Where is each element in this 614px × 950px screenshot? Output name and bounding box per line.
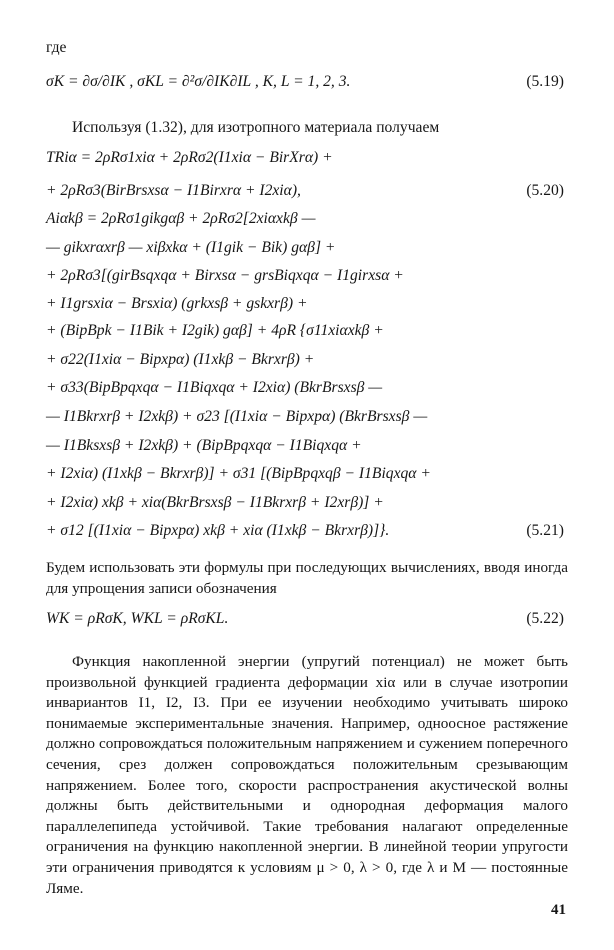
where-label: где — [46, 39, 67, 56]
eq-line: — I1Bkrxrβ + I2xkβ) + σ23 [(I1xiα − Bipxpα) (BkrBrsxsβ — — [46, 408, 428, 425]
eq-line: + σ22(I1xiα − Bipxpα) (I1xkβ − Bkrxrβ) + — [46, 351, 315, 368]
mid-paragraph: Будем использовать эти формулы при последующих вычислениях, вводя иногда для упрощения записи обозначения — [46, 559, 568, 597]
eq-number-5-19: (5.19) — [526, 73, 564, 90]
equation-5-19: σK = ∂σ/∂IK , σKL = ∂²σ/∂IK∂IL , K, L = 1, 2, 3. — [46, 73, 351, 90]
eq-number-5-21: (5.21) — [526, 522, 564, 539]
eq-line: + I2xiα) xkβ + xiα(BkrBrsxsβ − I1Bkrxrβ + I2xrβ)] + — [46, 494, 384, 511]
eq-line: + σ33(BipBpqxqα − I1Biqxqα + I2xiα) (BkrBrsxsβ — — [46, 379, 383, 396]
eq-line: + 2ρRσ3[(girBsqxqα + Birxsα − grsBiqxqα − I1girxsα + — [46, 267, 404, 284]
eq-number-5-20: (5.20) — [526, 182, 564, 199]
eq-line: TRiα = 2ρRσ1xiα + 2ρRσ2(I1xiα − BirXrα) + — [46, 149, 333, 166]
body-paragraph: Функция накопленной энергии (упругий потенциал) не может быть произвольной функцией градиента деформации xiα или в случае изотропии инвариантов I1, I2, I3. При ее изучении необходимо учитывать широко понимаемые экспериментальные значения. Например, одноосное растяжение должно сопровождаться положительным напряжением и сужением поперечного сечения, срез должен сопровождаться положительным срезывающим напряжением. Более того, скорости распространения акустической волны должны быть действительными и однородная деформация малого параллелепипеда устойчивой. Такие требования налагают определенные ограничения на функцию накопленной энергии. В линейной теории упругости эти ограничения приводятся к условиям μ > 0, λ > 0, где λ и M — постоянные Ляме. — [46, 653, 568, 897]
intro-line: Используя (1.32), для изотропного материала получаем — [72, 119, 440, 136]
eq-line: + I2xiα) (I1xkβ − Bkrxrβ)] + σ31 [(BipBpqxqβ − I1Biqxqα + — [46, 465, 431, 482]
eq-line: + σ12 [(I1xiα − Bipxpα) xkβ + xiα (I1xkβ − Bkrxrβ)]}. — [46, 522, 390, 539]
eq-line: + (BipBpk − I1Bik + I2gik) gαβ] + 4ρR {σ11xiαxkβ + — [46, 322, 384, 339]
eq-number-5-22: (5.22) — [526, 610, 564, 627]
equation-5-22: WK = ρRσK, WKL = ρRσKL. — [46, 610, 229, 627]
page-number: 41 — [551, 902, 566, 918]
eq-line: — I1Bksxsβ + I2xkβ) + (BipBpqxqα − I1Biqxqα + — [46, 437, 362, 454]
eq-line: + I1grsxiα − Brsxiα) (grkxsβ + gskxrβ) + — [46, 295, 308, 312]
eq-line: — gikxrαxrβ — xiβxkα + (I1gik − Bik) gαβ] + — [46, 239, 336, 256]
eq-line: + 2ρRσ3(BirBrsxsα − I1Birxrα + I2xiα), — [46, 182, 301, 199]
eq-line: Aiαkβ = 2ρRσ1gikgαβ + 2ρRσ2[2xiαxkβ — — [46, 210, 316, 227]
